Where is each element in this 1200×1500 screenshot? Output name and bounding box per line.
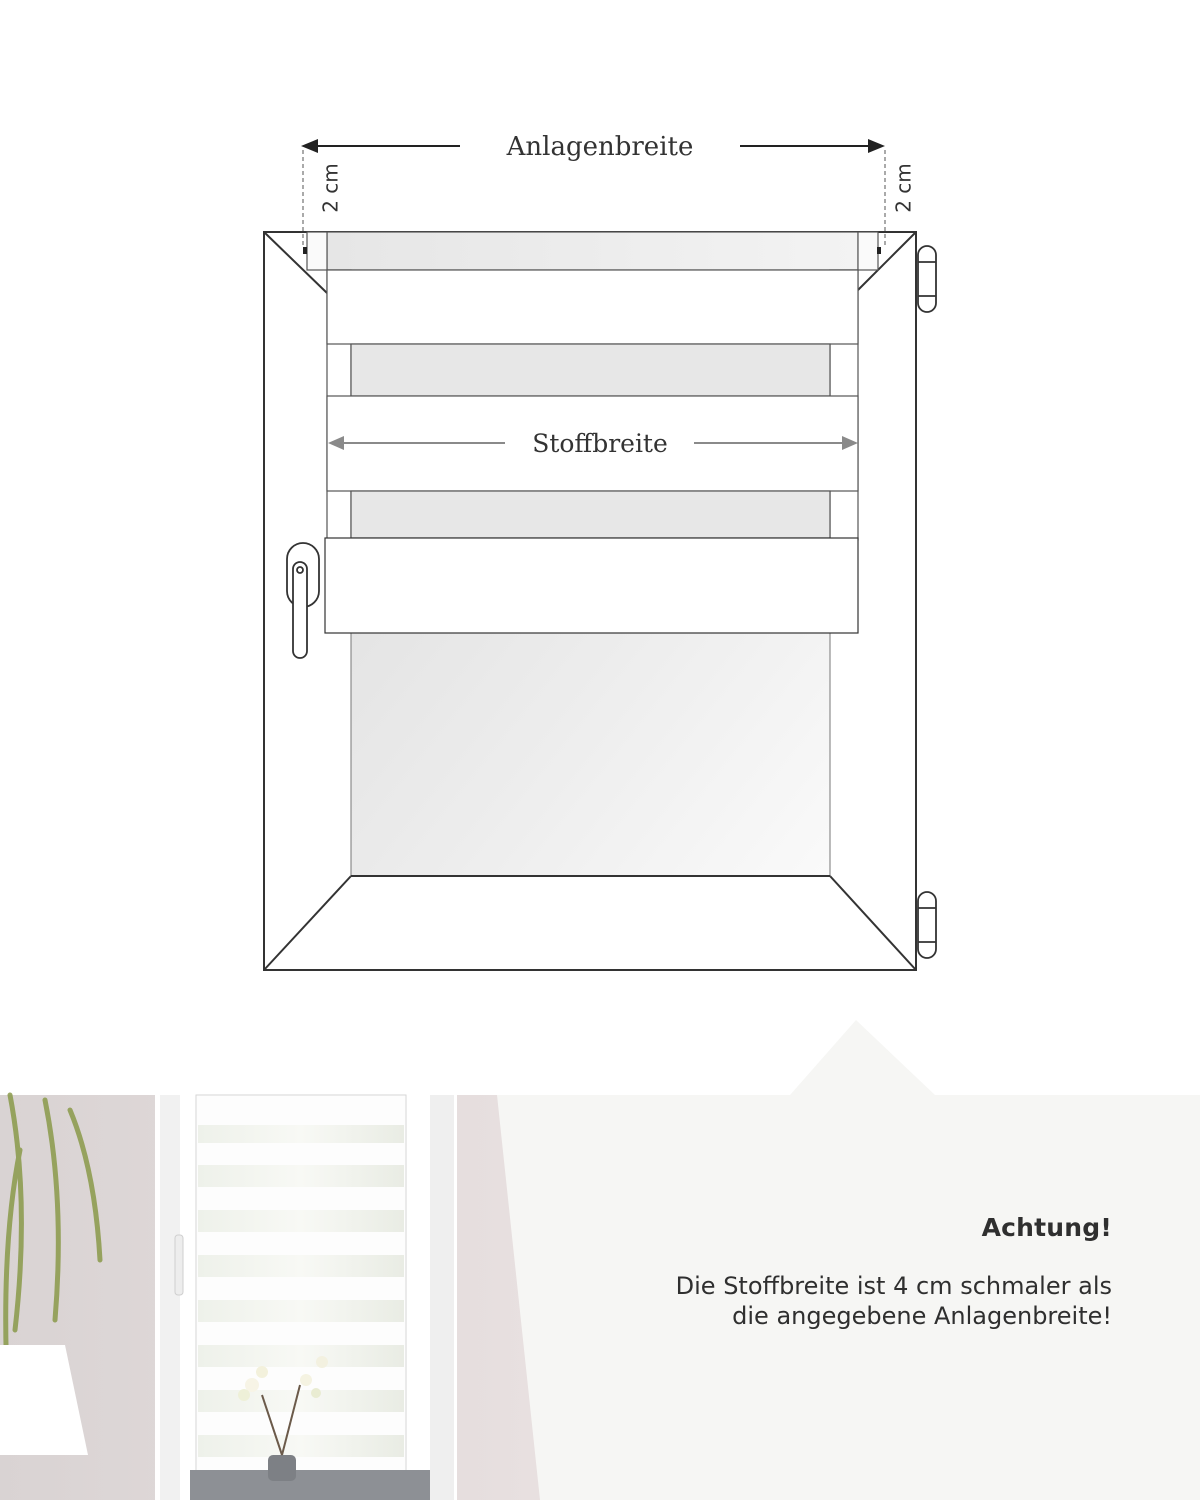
warning-title: Achtung! [981,1213,1112,1242]
offset-right-label: 2 cm [891,163,916,213]
anlagenbreite-label: Anlagenbreite [506,132,694,162]
warning-line-2: die angegebene Anlagenbreite! [732,1302,1112,1330]
product-photo [0,1095,540,1500]
warning-text [552,1271,1112,1331]
offset-left-label: 2 cm [318,163,343,213]
warning-line-1: Die Stoffbreite ist 4 cm schmaler als [675,1272,1112,1300]
stoffbreite-label: Stoffbreite [532,429,668,458]
